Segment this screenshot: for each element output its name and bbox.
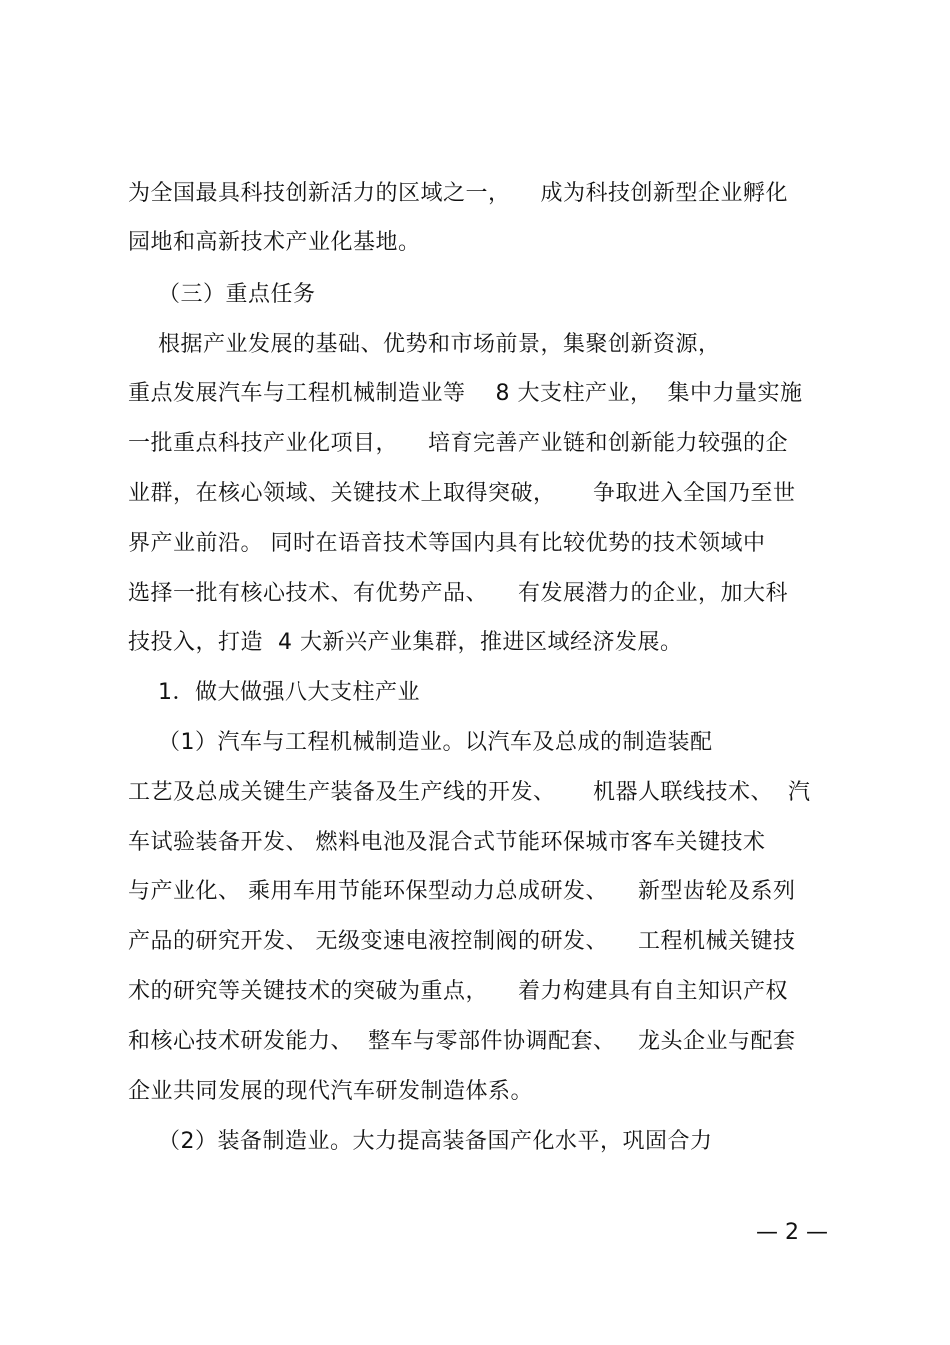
text-line: 术的研究等关键技术的突破为重点， 着力构建具有自主知识产权 (128, 979, 788, 1004)
text-line: 根据产业发展的基础、优势和市场前景，集聚创新资源， (128, 332, 721, 357)
text-line: 与产业化、 乘用车用节能环保型动力总成研发、 新型齿轮及系列 (128, 879, 796, 904)
text-line: 工艺及总成关键生产装备及生产线的开发、 机器人联线技术、 汽 (128, 780, 811, 805)
text-line: （1）汽车与工程机械制造业。以汽车及总成的制造装配 (128, 730, 713, 755)
page-number: — 2 — (756, 1220, 828, 1245)
text-line: 业群，在核心领域、关键技术上取得突破， 争取进入全国乃至世 (128, 481, 796, 506)
subsection-heading: 1．做大做强八大支柱产业 (128, 680, 420, 705)
text-line: 选择一批有核心技术、有优势产品、 有发展潜力的企业，加大科 (128, 581, 788, 606)
section-heading: （三）重点任务 (128, 282, 316, 307)
text-line: 一批重点科技产业化项目， 培育完善产业链和创新能力较强的企 (128, 431, 788, 456)
text-line: 企业共同发展的现代汽车研发制造体系。 (128, 1079, 534, 1104)
text-line: 车试验装备开发、 燃料电池及混合式节能环保城市客车关键技术 (128, 830, 766, 855)
text-line: 技投入，打造 4 大新兴产业集群，推进区域经济发展。 (128, 630, 683, 655)
text-line: （2）装备制造业。大力提高装备国产化水平，巩固合力 (128, 1129, 713, 1154)
text-line: 产品的研究开发、 无级变速电液控制阀的研发、 工程机械关键技 (128, 929, 796, 954)
text-line: 界产业前沿。 同时在语音技术等国内具有比较优势的技术领域中 (128, 531, 766, 556)
text-line: 重点发展汽车与工程机械制造业等 8 大支柱产业， 集中力量实施 (128, 381, 803, 406)
text-line: 和核心技术研发能力、 整车与零部件协调配套、 龙头企业与配套 (128, 1029, 796, 1054)
text-line: 为全国最具科技创新活力的区域之一， 成为科技创新型企业孵化 (128, 181, 788, 206)
text-line: 园地和高新技术产业化基地。 (128, 230, 421, 255)
